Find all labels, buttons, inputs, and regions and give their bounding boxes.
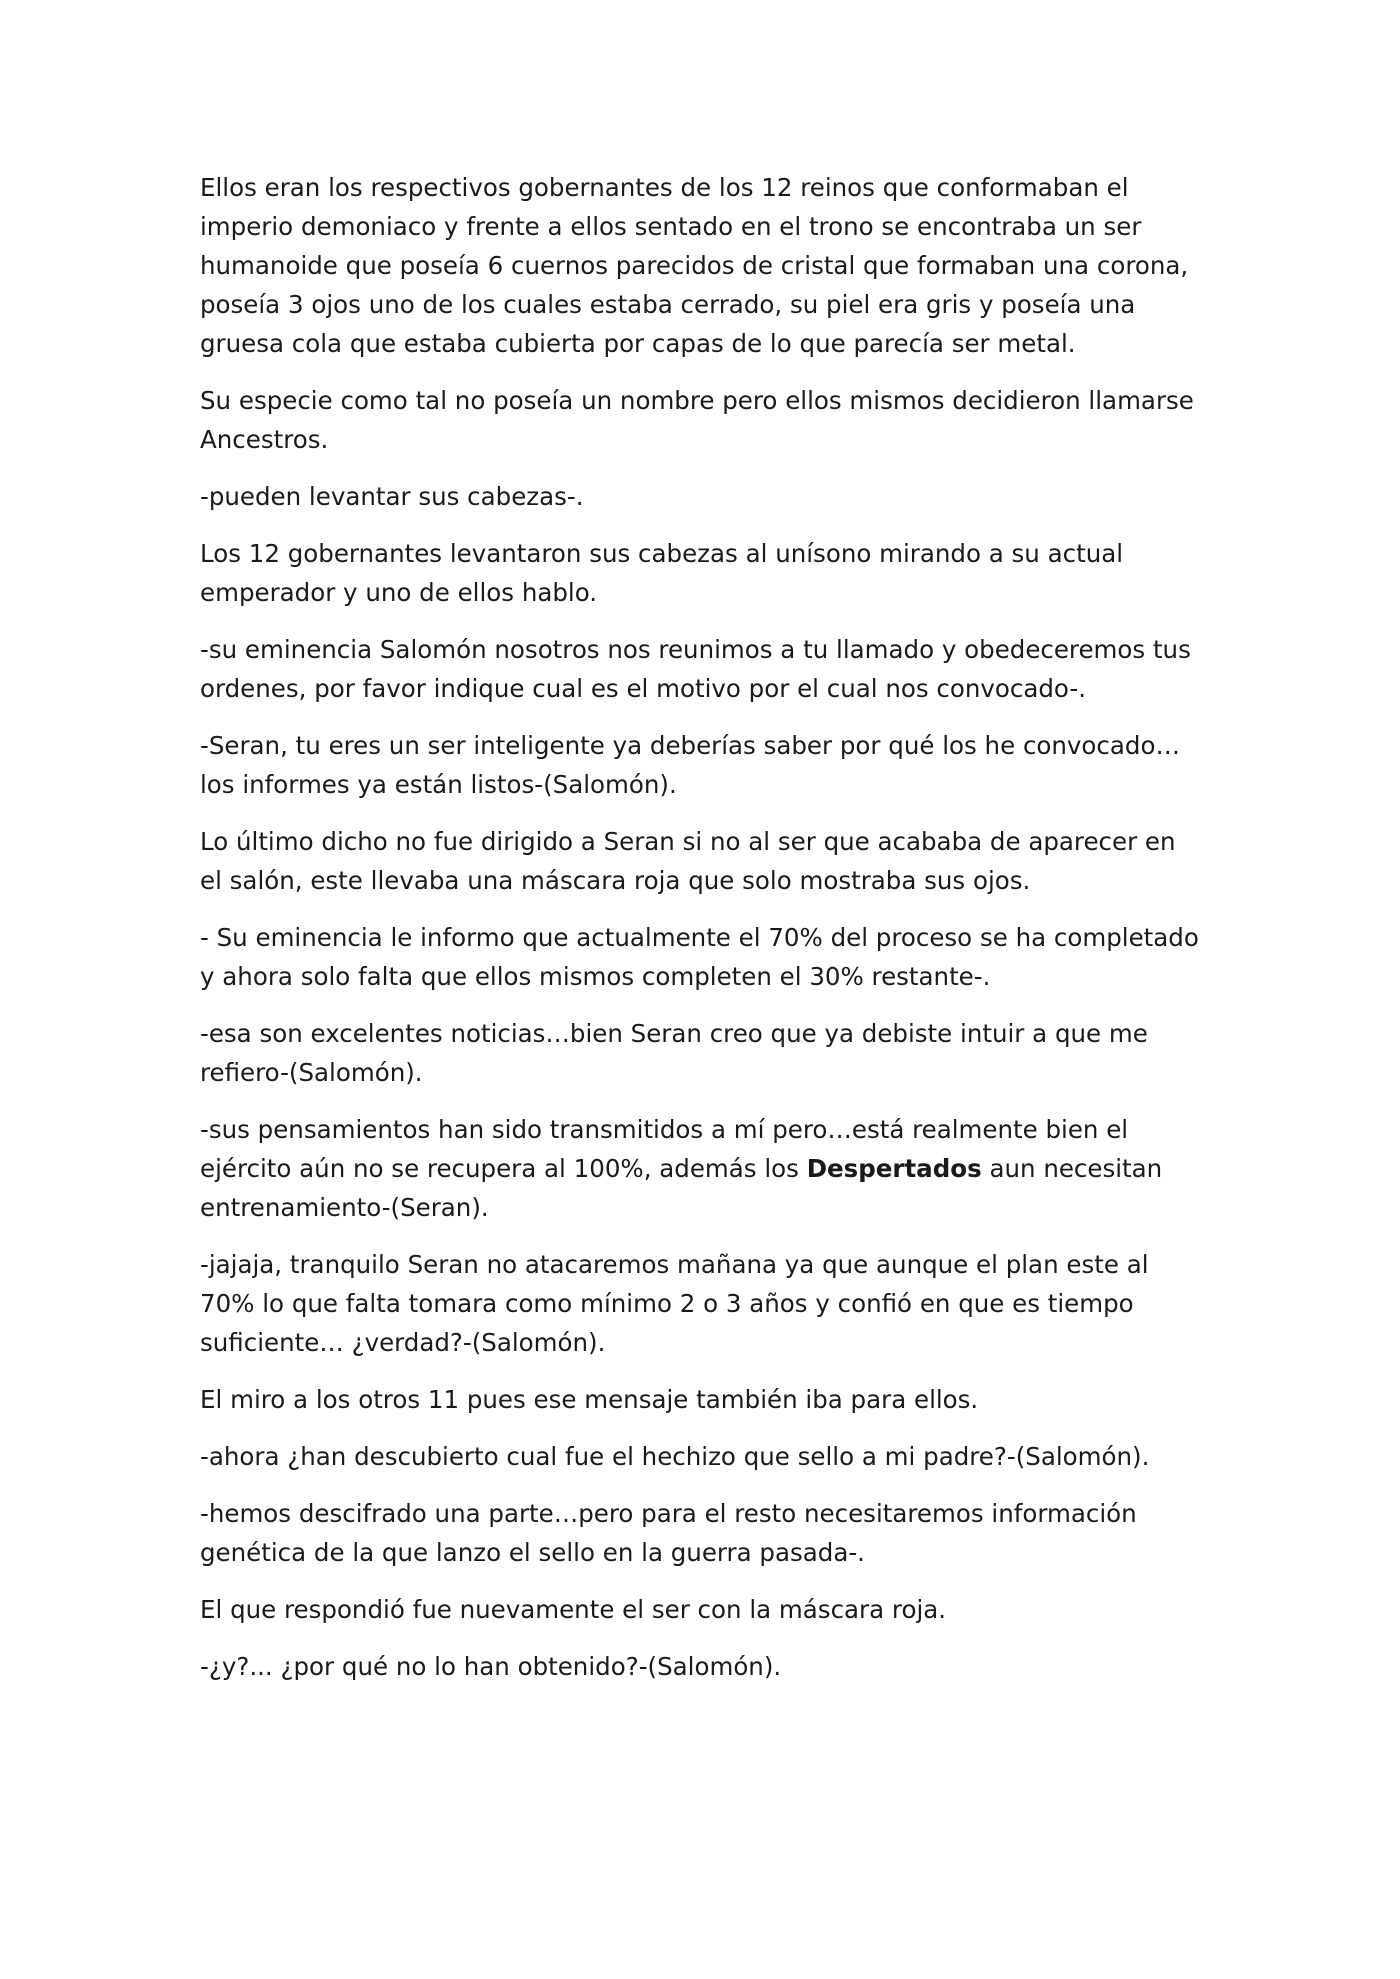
paragraph: Los 12 gobernantes levantaron sus cabezas al unísono mirando a su actual emperador y uno de ellos hablo. — [200, 539, 1124, 607]
paragraph: El que respondió fue nuevamente el ser con la máscara roja. — [200, 1595, 947, 1624]
paragraph: -esa son excelentes noticias…bien Seran creo que ya debiste intuir a que me refiero-(Salomón). — [200, 1019, 1148, 1087]
paragraph: Su especie como tal no poseía un nombre pero ellos mismos decidieron llamarse Ancestros. — [200, 386, 1194, 454]
paragraph: El miro a los otros 11 pues ese mensaje también iba para ellos. — [200, 1385, 979, 1414]
bold-term: Despertados — [806, 1154, 982, 1183]
paragraph: -ahora ¿han descubierto cual fue el hechizo que sello a mi padre?-(Salomón). — [200, 1442, 1150, 1471]
paragraph: -jajaja, tranquilo Seran no atacaremos mañana ya que aunque el plan este al 70% lo que falta tomara como mínimo 2 o 3 años y confió en que es tiempo suficiente… ¿verdad?-(Salomón). — [200, 1250, 1149, 1357]
paragraph: -hemos descifrado una parte…pero para el resto necesitaremos información genética de la que lanzo el sello en la guerra pasada-. — [200, 1499, 1137, 1567]
paragraph-text: aun necesitan entrenamiento-(Seran). — [200, 1154, 1163, 1222]
paragraph: Ellos eran los respectivos gobernantes de los 12 reinos que conformaban el imperio demoniaco y frente a ellos sentado en el trono se encontraba un ser humanoide que poseía 6 cuernos parecidos de cristal que formaban una corona, poseía 3 ojos uno de los cuales estaba cerrado, su piel era gris y poseía una gruesa cola que estaba cubierta por capas de lo que parecía ser metal. — [200, 173, 1189, 358]
paragraph: -su eminencia Salomón nosotros nos reunimos a tu llamado y obedeceremos tus ordenes, por favor indique cual es el motivo por el cual nos convocado-. — [200, 635, 1191, 703]
document-body — [200, 168, 1200, 1704]
paragraph-with-bold — [200, 1110, 1200, 1227]
paragraph: Lo último dicho no fue dirigido a Seran si no al ser que acababa de aparecer en el salón, este llevaba una máscara roja que solo mostraba sus ojos. — [200, 827, 1176, 895]
paragraph: -pueden levantar sus cabezas-. — [200, 482, 584, 511]
paragraph: -Seran, tu eres un ser inteligente ya deberías saber por qué los he convocado…los informes ya están listos-(Salomón). — [200, 731, 1180, 799]
paragraph: - Su eminencia le informo que actualmente el 70% del proceso se ha completado y ahora solo falta que ellos mismos completen el 30% restante-. — [200, 923, 1199, 991]
paragraph: -¿y?... ¿por qué no lo han obtenido?-(Salomón). — [200, 1652, 782, 1681]
paragraph-text: -sus pensamientos han sido transmitidos a mí pero…está realmente bien el ejército aún no se recupera al 100%, además los — [200, 1115, 1129, 1183]
